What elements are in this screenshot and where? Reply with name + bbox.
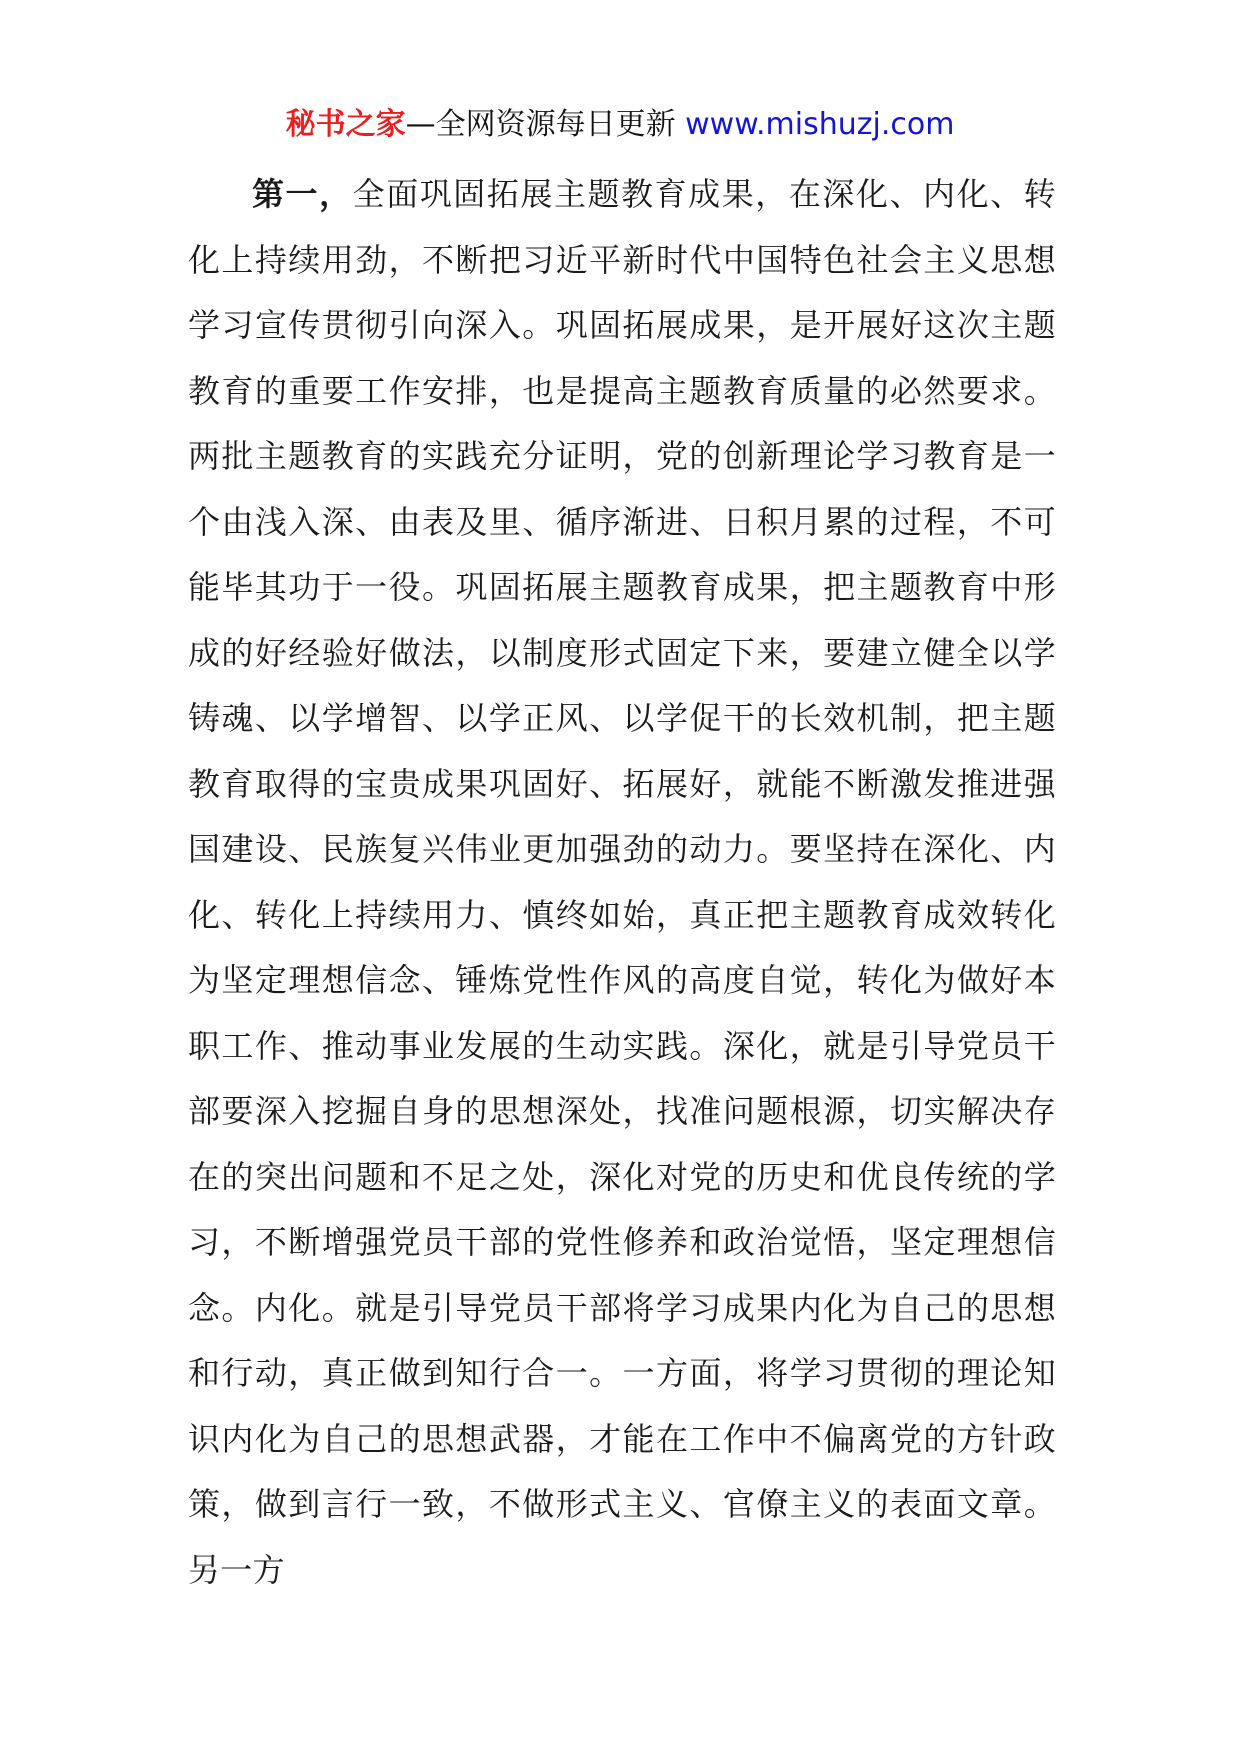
site-name: 秘书之家: [285, 107, 406, 142]
paragraph-lead: 第一，: [252, 175, 353, 213]
document-body: [188, 162, 1056, 1603]
page-header: [0, 100, 1240, 150]
paragraph: [188, 162, 1056, 1603]
header-tagline: —全网资源每日更新: [405, 107, 676, 142]
site-url[interactable]: www.mishuzj.com: [685, 107, 955, 142]
paragraph-text: 全面巩固拓展主题教育成果，在深化、内化、转化上持续用劲，不断把习近平新时代中国特色社会主义思想学习宣传贯彻引向深入。巩固拓展成果，是开展好这次主题教育的重要工作安排，也是提高主题教育质量的必然要求。两批主题教育的实践充分证明，党的创新理论学习教育是一个由浅入深、由表及里、循序渐进、日积月累的过程，不可能毕其功于一役。巩固拓展主题教育成果，把主题教育中形成的好经验好做法，以制度形式固定下来，要建立健全以学铸魂、以学增智、以学正风、以学促干的长效机制，把主题教育取得的宝贵成果巩固好、拓展好，就能不断激发推进强国建设、民族复兴伟业更加强劲的动力。要坚持在深化、内化、转化上持续用力、慎终如始，真正把主题教育成效转化为坚定理想信念、锤炼党性作风的高度自觉，转化为做好本职工作、推动事业发展的生动实践。深化，就是引导党员干部要深入挖掘自身的思想深处，找准问题根源，切实解决存在的突出问题和不足之处，深化对党的历史和优良传统的学习，不断增强党员干部的党性修养和政治觉悟，坚定理想信念。内化。就是引导党员干部将学习成果内化为自己的思想和行动，真正做到知行合一。一方面，将学习贯彻的理论知识内化为自己的思想武器，才能在工作中不偏离党的方针政策，做到言行一致，不做形式主义、官僚主义的表面文章。另一方: [188, 175, 1056, 1589]
